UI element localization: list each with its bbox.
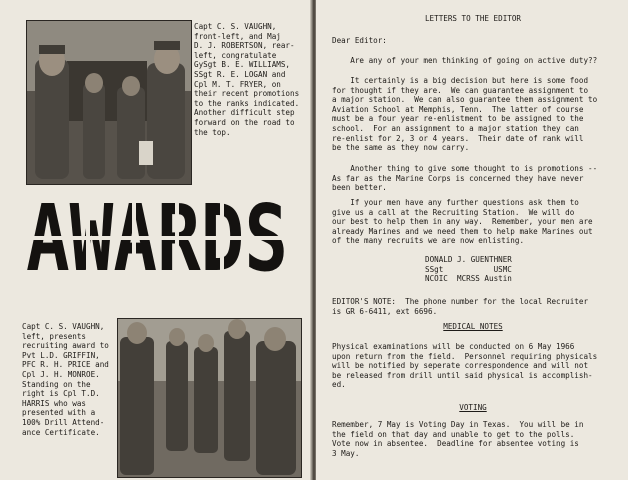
letter-paragraph-1: Are any of your men thinking of going on active duty?? xyxy=(332,56,598,65)
letter-paragraph-4: If your men have any further questions ask them to give us a call at the Recruiting Station. We will do our best to help them in any way. Remember, your men are already Marines and we need them to help make Marines out of the many recruits we are now enlisting. xyxy=(332,198,593,246)
letter-paragraph-2: It certainly is a big decision but here is some food for thought if they are. We can guarantee assignment to a major station. We can also guarantee them assignment to Aviation School at Memphis, Tenn. The latter of course must be a four year re-enlistment to be assigned to the school. For an assignment to a major station they can re-enlist for 2, 3 or 4 years. Their date of rank will be the same as they now carry. xyxy=(332,76,598,153)
letter-paragraph-3: Another thing to give some thought to is promotions -- As far as the Marine Corps is concerned they have never been better. xyxy=(332,164,598,193)
letter-signature: DONALD J. GUENTHNER SSgt USMC NCOIC MCRSS Austin xyxy=(425,255,512,284)
voting-text: Remember, 7 May is Voting Day in Texas. You will be in the field on that day and unable to get to the polls. Vote now in absentee. Deadline for absentee voting is 3 May. xyxy=(332,420,584,458)
awards-heading xyxy=(22,192,292,282)
salutation: Dear Editor: xyxy=(332,36,387,45)
award-caption: Capt C. S. VAUGHN, left, presents recruiting award to Pvt L.D. GRIFFIN, PFC R. H. PRICE and Cpl J. H. MONROE. Standing on the right is Cpl T.D. HARRIS who was presented with a 100% Drill Attend- ance Certificate. xyxy=(22,322,109,437)
voting-heading: VOTING xyxy=(459,403,487,412)
award-photo xyxy=(117,318,302,478)
editors-note: EDITOR'S NOTE: The phone number for the local Recruiter is GR 6-6411, ext 6696. xyxy=(332,297,589,316)
letters-title: LETTERS TO THE EDITOR xyxy=(424,14,521,23)
medical-notes-text: Physical examinations will be conducted on 6 May 1966 upon return from the field. Personnel requiring physicals will be notified by seperate correspondence and will not be released from drill until said physical is accomplish- ed. xyxy=(332,342,598,390)
promotion-photo xyxy=(26,20,192,185)
left-page xyxy=(0,0,312,480)
promotion-caption: Capt C. S. VAUGHN, front-left, and Maj D. J. ROBERTSON, rear- left, congratulate GySgt B. E. WILLIAMS, SSgt R. E. LOGAN and Cpl M. T. FRYER, on their recent promotions to the ranks indicated. Another difficult step forward on the road to the top. xyxy=(194,22,300,137)
awards-heading-text: AWARDS xyxy=(26,192,288,282)
medical-notes-heading: MEDICAL NOTES xyxy=(443,322,503,331)
